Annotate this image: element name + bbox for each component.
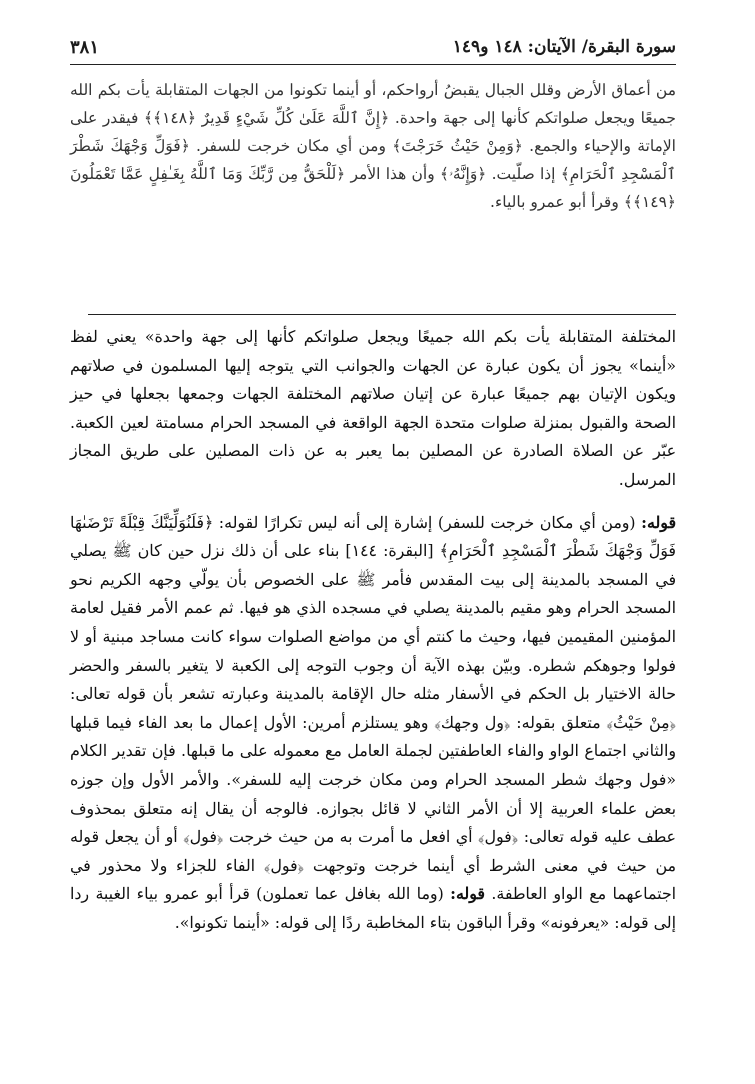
commentary-text bbox=[70, 76, 676, 216]
page-number: ٣٨١ bbox=[70, 36, 100, 58]
gloss-paragraph-2 bbox=[70, 509, 676, 938]
running-header bbox=[70, 30, 676, 65]
commentary-paragraph: من أعماق الأرض وقلل الجبال يقبضُ أرواحكم، أو أينما تكونوا من الجهات المتقابلة يأت بكم الله جميعًا ويجعل صلواتكم كأنها إلى جهة واحدة. ﴿إِنَّ ٱللَّهَ عَلَىٰ كُلِّ شَيْءٍ قَدِيرٌ ﴿١٤٨﴾﴾ فيقدر على الإماتة والإحياء والجمع. ﴿وَمِنْ حَيْثُ خَرَجْتَ﴾ ومن أي مكان خرجت للسفر. ﴿فَوَلِّ وَجْهَكَ شَطْرَ ٱلْمَسْجِدِ ٱلْحَرَامِ﴾ إذا صلّيت. ﴿وَإِنَّهُۥ﴾ وأن هذا الأمر ﴿لَلْحَقُّ مِن رَّبِّكَ وَمَا ٱللَّهُ بِغَـٰفِلٍ عَمَّا تَعْمَلُونَ ﴿١٤٩﴾﴾ وقرأ أبو عمرو بالياء. bbox=[70, 81, 676, 211]
gloss-paragraph-1: المختلفة المتقابلة يأت بكم الله جميعًا ويجعل صلواتكم كأنها إلى جهة واحدة» يعني لفظ «أينما» يجوز أن يكون عبارة عن الجهات والجوانب التي يتوجه إليها المسلمون في صلاتهم ويكون الإتيان بهم جميعًا عبارة عن إتيان صلاتهم المختلفة الجهات وجمعها بجعلها في حيز الصحة والقبول بمنزلة صلوات متحدة الجهة الواقعة في المسجد الحرام مسامتة لعين الكعبة. عبّر عن الصلاة الصادرة عن المصلين بما يعبر به عن ذات المصلين على طريق المجاز المرسل. bbox=[70, 327, 676, 489]
section-divider bbox=[88, 314, 676, 315]
gloss-text bbox=[70, 323, 676, 937]
qawluhu-label-2: قوله: bbox=[450, 884, 485, 904]
gloss-paragraph-2-body: (ومن أي مكان خرجت للسفر) إشارة إلى أنه ليس تكرارًا لقوله: ﴿فَلَنُوَلِّيَنَّكَ قِبْلَةً تَرْضَىٰهَا فَوَلِّ وَجْهَكَ شَطْرَ ٱلْمَسْجِدِ ٱلْحَرَامِ﴾ [البقرة: ١٤٤] بناء على أن ذلك نزل حين كان ﷺ يصلي في المسجد بالمدينة إلى بيت المقدس فأمر ﷺ على الخصوص بأن يولّي وجهه الكريم نحو المسجد الحرام وهو مقيم بالمدينة يصلي في مسجده الذي هو فيها. ثم عمم الأمر فقيل لعامة المؤمنين المقيمين فيها، وحيث ما كنتم أي من مواضع الصلوات سواء كانت مساجد مبنية أو لا فولوا وجوهكم شطره. وبيّن بهذه الآية أن وجوب التوجه إلى الكعبة لا يتغير بالسفر والحضر حالة الاختيار بل الحكم في الأسفار مثله حال الإقامة بالمدينة وعبارته تشعر بأن قوله تعالى: ﴿مِنْ حَيْثُ﴾ متعلق بقوله: ﴿ول وجهك﴾ وهو يستلزم أمرين: الأول إعمال ما بعد الفاء فيما قبلها والثاني اجتماع الواو والفاء العاطفتين لجملة العامل مع معموله على ما قبلها. فإن تقدير الكلام «فول وجهك شطر المسجد الحرام ومن مكان خرجت إليه للسفر». والأمر الأول وإن جوزه بعض علماء العربية إلا أن الأمر الثاني لا قائل بجوازه. فالوجه أن يقال إنه متعلق بمحذوف عطف عليه قوله تعالى: ﴿فول﴾ أي افعل ما أمرت به من حيث خرجت ﴿فول﴾ أو أن يجعل قوله من حيث في معنى الشرط أي أينما خرجت وتوجهت ﴿فول﴾ الفاء للجزاء ولا محذور في اجتماعهما مع الواو العاطفة. bbox=[70, 512, 676, 904]
qawluhu-label: قوله: bbox=[641, 512, 676, 532]
surah-title: سورة البقرة/ الآيتان: ١٤٨ و١٤٩ bbox=[452, 37, 676, 57]
gloss-paragraph-2-tail: (وما الله بغافل عما تعملون) قرأ أبو عمرو بياء الغيبة ردا إلى قوله: «يعرفونه» وقرأ الباقون بتاء المخاطبة ردًا إلى قوله: «أينما تكونوا». bbox=[70, 884, 676, 932]
